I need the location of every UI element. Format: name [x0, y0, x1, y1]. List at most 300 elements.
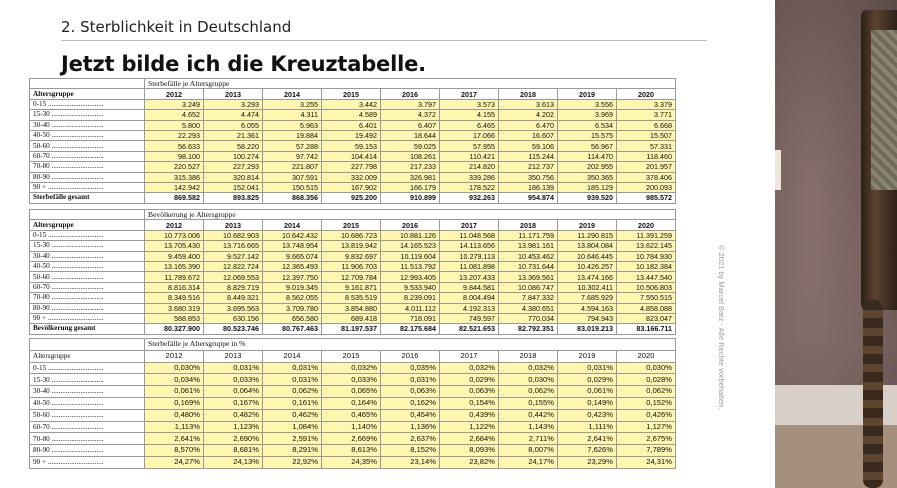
table-cell: 10.302.411	[558, 282, 617, 292]
row-label-agegroup: 50-60 .............................	[30, 409, 145, 421]
table-cell: 11.789.672	[145, 272, 204, 282]
table-cell: 8,291%	[263, 445, 322, 457]
table-cell: 227.293	[204, 162, 263, 172]
table-cell: 689.418	[322, 313, 381, 323]
row-label-agegroup: 60-70 .............................	[30, 151, 145, 161]
deaths-table	[29, 78, 676, 204]
table-cell: 4.474	[204, 110, 263, 120]
table-cell: 332.009	[322, 172, 381, 182]
column-header-year: 2019	[558, 350, 617, 362]
presenter-video-feed	[775, 0, 897, 488]
table-cell: 0,061%	[145, 386, 204, 398]
table-cell: 0,454%	[381, 409, 440, 421]
row-label-agegroup: 0-15 ...............................	[30, 230, 145, 240]
caption-row	[30, 79, 676, 89]
table-cell: 186.139	[499, 182, 558, 192]
table-cell: 212.737	[499, 162, 558, 172]
table-cell: 0,065%	[322, 386, 381, 398]
table-cell: 100.274	[204, 151, 263, 161]
row-label-agegroup: 80-90 .............................	[30, 172, 145, 182]
table-cell: 10.784.930	[617, 251, 676, 261]
table-cell: 1,136%	[381, 421, 440, 433]
column-header-year: 2018	[499, 220, 558, 230]
table-cell: 13.748.954	[263, 241, 322, 251]
table-cell: 4.589	[322, 110, 381, 120]
table-cell: 10.086.747	[499, 282, 558, 292]
table-cell: 24,17%	[499, 456, 558, 468]
table-cell: 0,033%	[322, 374, 381, 386]
table-cell: 24,35%	[322, 456, 381, 468]
table-cell: 9.161.871	[322, 282, 381, 292]
table-cell: 6.668	[617, 120, 676, 130]
table-cell: 8.239.091	[381, 293, 440, 303]
column-header-year: 2013	[204, 220, 263, 230]
table-cell: 8.535.519	[322, 293, 381, 303]
table-row	[30, 313, 676, 323]
table-cell: 3.695.563	[204, 303, 263, 313]
table-cell: 115.244	[499, 151, 558, 161]
total-cell: 80.327.900	[145, 324, 204, 334]
table-cell: 12.993.405	[381, 272, 440, 282]
table-cell: 13.819.942	[322, 241, 381, 251]
total-cell: 83.166.711	[617, 324, 676, 334]
table-cell: 202.955	[558, 162, 617, 172]
table-cell: 185.129	[558, 182, 617, 192]
table-cell: 0,161%	[263, 397, 322, 409]
table-cell: 23,82%	[440, 456, 499, 468]
table-caption: Bevölkerung je Altersgruppe	[145, 210, 676, 220]
table-row	[30, 374, 676, 386]
table-row	[30, 172, 676, 182]
table-cell: 6.534	[558, 120, 617, 130]
row-label-agegroup: 0-15 ...............................	[30, 99, 145, 109]
table-cell: 24,31%	[617, 456, 676, 468]
total-row	[30, 193, 676, 203]
table-cell: 108.261	[381, 151, 440, 161]
row-label-agegroup: 80-90 .............................	[30, 445, 145, 457]
column-header-agegroup: Altersgruppe	[30, 220, 145, 230]
total-cell: 985.572	[617, 193, 676, 203]
table-cell: 178.522	[440, 182, 499, 192]
table-caption: Sterbefälle je Altersgruppe	[145, 79, 676, 89]
total-cell: 939.520	[558, 193, 617, 203]
table-cell: 0,032%	[499, 362, 558, 374]
table-cell: 14.113.656	[440, 241, 499, 251]
table-cell: 3.379	[617, 99, 676, 109]
table-cell: 0,031%	[263, 374, 322, 386]
row-label-agegroup: 90 + ...............................	[30, 456, 145, 468]
caption-row	[30, 339, 676, 351]
table-cell: 4.011.112	[381, 303, 440, 313]
table-cell: 10.453.462	[499, 251, 558, 261]
table-cell: 656.580	[263, 313, 322, 323]
row-label-agegroup: 15-30 .............................	[30, 241, 145, 251]
table-cell: 57.331	[617, 141, 676, 151]
total-cell: 81.197.537	[322, 324, 381, 334]
table-cell: 4.202	[499, 110, 558, 120]
table-cell: 11.906.703	[322, 261, 381, 271]
table-row	[30, 110, 676, 120]
row-label-agegroup: 80-90 .............................	[30, 303, 145, 313]
total-label: Sterbefälle gesamt	[30, 193, 145, 203]
table-cell: 11.391.259	[617, 230, 676, 240]
table-cell: 19.884	[263, 130, 322, 140]
table-cell: 7.685.929	[558, 293, 617, 303]
table-cell: 10.119.604	[381, 251, 440, 261]
total-row	[30, 324, 676, 334]
table-cell: 8.349.516	[145, 293, 204, 303]
table-cell: 0,062%	[499, 386, 558, 398]
column-header-year: 2012	[145, 89, 204, 99]
table-cell: 1,140%	[322, 421, 381, 433]
table-cell: 6.055	[204, 120, 263, 130]
table-cell: 4.155	[440, 110, 499, 120]
total-cell: 83.019.213	[558, 324, 617, 334]
row-label-agegroup: 70-80 .............................	[30, 162, 145, 172]
row-label-agegroup: 50-60 .............................	[30, 141, 145, 151]
table-cell: 0,149%	[558, 397, 617, 409]
table-cell: 0,031%	[558, 362, 617, 374]
table-cell: 3.797	[381, 99, 440, 109]
table-row	[30, 445, 676, 457]
table-row	[30, 151, 676, 161]
table-row	[30, 241, 676, 251]
table-cell: 3.556	[558, 99, 617, 109]
caption-row	[30, 210, 676, 220]
row-label-agegroup: 30-40 .............................	[30, 386, 145, 398]
table-row	[30, 282, 676, 292]
table-cell: 15.575	[558, 130, 617, 140]
total-label: Bevölkerung gesamt	[30, 324, 145, 334]
table-cell: 3.613	[499, 99, 558, 109]
table-cell: 2,675%	[617, 433, 676, 445]
table-cell: 0,152%	[617, 397, 676, 409]
column-header-year: 2015	[322, 220, 381, 230]
table-cell: 770.034	[499, 313, 558, 323]
table-cell: 0,029%	[440, 374, 499, 386]
table-cell: 307.591	[263, 172, 322, 182]
copyright-notice: © 2021 by Marcel Barz - Alle Rechte vorbehalten.	[717, 245, 726, 410]
table-cell: 10.182.384	[617, 261, 676, 271]
table-cell: 0,064%	[204, 386, 263, 398]
table-cell: 378.406	[617, 172, 676, 182]
table-cell: 320.814	[204, 172, 263, 182]
table-cell: 9.527.142	[204, 251, 263, 261]
column-header-year: 2017	[440, 350, 499, 362]
table-cell: 5.800	[145, 120, 204, 130]
table-row	[30, 409, 676, 421]
chair-fabric	[871, 30, 897, 190]
column-header-year: 2014	[263, 89, 322, 99]
table-cell: 0,063%	[440, 386, 499, 398]
row-label-agegroup: 30-40 .............................	[30, 251, 145, 261]
header-row	[30, 220, 676, 230]
table-cell: 326.981	[381, 172, 440, 182]
section-title: 2. Sterblichkeit in Deutschland	[61, 18, 292, 36]
row-label-agegroup: 60-70 .............................	[30, 421, 145, 433]
table-cell: 794.943	[558, 313, 617, 323]
table-cell: 9.533.940	[381, 282, 440, 292]
table-cell: 0,164%	[322, 397, 381, 409]
table-cell: 823.047	[617, 313, 676, 323]
table-cell: 104.414	[322, 151, 381, 161]
total-cell: 925.200	[322, 193, 381, 203]
row-label-agegroup: 0-15 ...............................	[30, 362, 145, 374]
table-cell: 16.607	[499, 130, 558, 140]
table-cell: 0,030%	[145, 362, 204, 374]
total-cell: 893.825	[204, 193, 263, 203]
table-cell: 142.942	[145, 182, 204, 192]
table-cell: 13.804.084	[558, 241, 617, 251]
table-cell: 201.957	[617, 162, 676, 172]
table-cell: 8.829.719	[204, 282, 263, 292]
table-cell: 150.515	[263, 182, 322, 192]
column-header-year: 2016	[381, 350, 440, 362]
table-cell: 2,637%	[381, 433, 440, 445]
table-cell: 7.550.515	[617, 293, 676, 303]
table-cell: 6.407	[381, 120, 440, 130]
table-cell: 10.646.445	[558, 251, 617, 261]
table-cell: 57.288	[263, 141, 322, 151]
table-cell: 8.449.321	[204, 293, 263, 303]
table-cell: 167.902	[322, 182, 381, 192]
table-cell: 3.293	[204, 99, 263, 109]
table-cell: 22.293	[145, 130, 204, 140]
table-cell: 0,063%	[381, 386, 440, 398]
table-cell: 4.372	[381, 110, 440, 120]
table-row	[30, 120, 676, 130]
total-cell: 910.899	[381, 193, 440, 203]
table-cell: 0,162%	[381, 397, 440, 409]
table-cell: 4.192.313	[440, 303, 499, 313]
table-cell: 22,92%	[263, 456, 322, 468]
table-cell: 56.633	[145, 141, 204, 151]
table-cell: 0,439%	[440, 409, 499, 421]
table-cell: 8,152%	[381, 445, 440, 457]
table-cell: 3.680.319	[145, 303, 204, 313]
table-cell: 0,031%	[381, 374, 440, 386]
table-cell: 6.401	[322, 120, 381, 130]
table-caption: Sterbefälle je Altersgruppe in %	[145, 339, 676, 351]
column-header-year: 2016	[381, 220, 440, 230]
table-cell: 9.665.074	[263, 251, 322, 261]
table-cell: 7.847.332	[499, 293, 558, 303]
column-header-year: 2017	[440, 220, 499, 230]
table-cell: 10.426.257	[558, 261, 617, 271]
table-cell: 97.742	[263, 151, 322, 161]
table-cell: 0,030%	[617, 362, 676, 374]
table-cell: 1,084%	[263, 421, 322, 433]
table-cell: 19.492	[322, 130, 381, 140]
total-cell: 82.521.653	[440, 324, 499, 334]
table-row	[30, 261, 676, 271]
table-cell: 0,426%	[617, 409, 676, 421]
table-cell: 4.858.088	[617, 303, 676, 313]
table-cell: 2,641%	[558, 433, 617, 445]
table-cell: 17.066	[440, 130, 499, 140]
table-cell: 11.081.898	[440, 261, 499, 271]
slide-headline: Jetzt bilde ich die Kreuztabelle.	[61, 52, 426, 76]
table-row	[30, 386, 676, 398]
row-label-agegroup: 90 + ...............................	[30, 313, 145, 323]
row-label-agegroup: 40-50 .............................	[30, 130, 145, 140]
table-cell: 217.233	[381, 162, 440, 172]
column-header-year: 2017	[440, 89, 499, 99]
table-cell: 57.955	[440, 141, 499, 151]
table-cell: 10.682.903	[204, 230, 263, 240]
row-label-agegroup: 15-30 .............................	[30, 110, 145, 120]
table-cell: 14.165.523	[381, 241, 440, 251]
table-cell: 0,033%	[204, 374, 263, 386]
table-cell: 3.854.880	[322, 303, 381, 313]
table-cell: 12.069.553	[204, 272, 263, 282]
table-cell: 3.709.780	[263, 303, 322, 313]
table-cell: 10.279.113	[440, 251, 499, 261]
caption-spacer	[30, 79, 145, 89]
table-cell: 152.041	[204, 182, 263, 192]
table-cell: 588.853	[145, 313, 204, 323]
table-row	[30, 362, 676, 374]
table-cell: 315.386	[145, 172, 204, 182]
table-row	[30, 182, 676, 192]
table-cell: 98.100	[145, 151, 204, 161]
table-cell: 4.652	[145, 110, 204, 120]
table-cell: 3.969	[558, 110, 617, 120]
table-cell: 2,591%	[263, 433, 322, 445]
table-cell: 0,032%	[440, 362, 499, 374]
table-cell: 15.507	[617, 130, 676, 140]
row-label-agegroup: 40-50 .............................	[30, 261, 145, 271]
title-divider	[61, 40, 707, 41]
total-cell: 954.874	[499, 193, 558, 203]
table-cell: 56.967	[558, 141, 617, 151]
table-cell: 0,030%	[499, 374, 558, 386]
column-header-agegroup: Altersgruppe	[30, 89, 145, 99]
table-cell: 0,032%	[322, 362, 381, 374]
table-cell: 8.562.055	[263, 293, 322, 303]
table-row	[30, 456, 676, 468]
row-label-agegroup: 90 + ...............................	[30, 182, 145, 192]
death-rate-percent-table	[29, 338, 676, 469]
table-cell: 214.820	[440, 162, 499, 172]
table-cell: 58.220	[204, 141, 263, 151]
table-row	[30, 230, 676, 240]
table-cell: 9.832.697	[322, 251, 381, 261]
column-header-year: 2020	[617, 89, 676, 99]
column-header-year: 2016	[381, 89, 440, 99]
table-cell: 13.369.561	[499, 272, 558, 282]
table-cell: 59.106	[499, 141, 558, 151]
table-cell: 1,111%	[558, 421, 617, 433]
table-cell: 13.981.161	[499, 241, 558, 251]
table-cell: 0,154%	[440, 397, 499, 409]
table-cell: 0,423%	[558, 409, 617, 421]
table-row	[30, 272, 676, 282]
total-cell: 80.523.746	[204, 324, 263, 334]
table-cell: 13.207.433	[440, 272, 499, 282]
table-row	[30, 141, 676, 151]
table-cell: 0,167%	[204, 397, 263, 409]
table-cell: 3.249	[145, 99, 204, 109]
header-row	[30, 89, 676, 99]
table-cell: 18.644	[381, 130, 440, 140]
table-cell: 10.506.803	[617, 282, 676, 292]
total-cell: 82.792.351	[499, 324, 558, 334]
table-cell: 718.091	[381, 313, 440, 323]
table-cell: 2,684%	[440, 433, 499, 445]
table-cell: 11.290.815	[558, 230, 617, 240]
table-cell: 59.025	[381, 141, 440, 151]
row-label-agegroup: 70-80 .............................	[30, 433, 145, 445]
table-cell: 8.004.494	[440, 293, 499, 303]
table-cell: 2,669%	[322, 433, 381, 445]
table-cell: 1,113%	[145, 421, 204, 433]
table-cell: 2,641%	[145, 433, 204, 445]
table-cell: 220.527	[145, 162, 204, 172]
column-header-year: 2019	[558, 220, 617, 230]
table-cell: 118.460	[617, 151, 676, 161]
table-cell: 749.597	[440, 313, 499, 323]
table-cell: 166.179	[381, 182, 440, 192]
table-cell: 12.822.724	[204, 261, 263, 271]
table-cell: 11.171.759	[499, 230, 558, 240]
table-cell: 0,029%	[558, 374, 617, 386]
caption-spacer	[30, 339, 145, 351]
table-cell: 0,031%	[263, 362, 322, 374]
table-cell: 0,480%	[145, 409, 204, 421]
table-row	[30, 130, 676, 140]
table-cell: 8,007%	[499, 445, 558, 457]
table-cell: 24,13%	[204, 456, 263, 468]
table-cell: 1,122%	[440, 421, 499, 433]
table-cell: 0,482%	[204, 409, 263, 421]
column-header-year: 2014	[263, 220, 322, 230]
table-cell: 0,028%	[617, 374, 676, 386]
column-header-year: 2020	[617, 220, 676, 230]
table-cell: 227.798	[322, 162, 381, 172]
row-label-agegroup: 70-80 .............................	[30, 293, 145, 303]
table-cell: 13.716.665	[204, 241, 263, 251]
table-cell: 8,093%	[440, 445, 499, 457]
table-cell: 1,127%	[617, 421, 676, 433]
table-cell: 12.709.784	[322, 272, 381, 282]
table-cell: 7,789%	[617, 445, 676, 457]
table-cell: 0,062%	[263, 386, 322, 398]
table-cell: 59.153	[322, 141, 381, 151]
table-cell: 114.470	[558, 151, 617, 161]
table-cell: 0,035%	[381, 362, 440, 374]
table-cell: 13.622.145	[617, 241, 676, 251]
column-header-year: 2020	[617, 350, 676, 362]
total-cell: 80.767.463	[263, 324, 322, 334]
table-row	[30, 293, 676, 303]
row-label-agegroup: 15-30 .............................	[30, 374, 145, 386]
table-cell: 9.844.581	[440, 282, 499, 292]
column-header-agegroup: Altersgruppe	[30, 350, 145, 362]
column-header-year: 2012	[145, 350, 204, 362]
table-cell: 12.397.750	[263, 272, 322, 282]
table-cell: 1,143%	[499, 421, 558, 433]
table-cell: 3.255	[263, 99, 322, 109]
table-cell: 23,14%	[381, 456, 440, 468]
caption-spacer	[30, 210, 145, 220]
header-row	[30, 350, 676, 362]
row-label-agegroup: 60-70 .............................	[30, 282, 145, 292]
table-cell: 9.459.400	[145, 251, 204, 261]
column-header-year: 2018	[499, 89, 558, 99]
table-cell: 10.881.126	[381, 230, 440, 240]
table-cell: 0,442%	[499, 409, 558, 421]
